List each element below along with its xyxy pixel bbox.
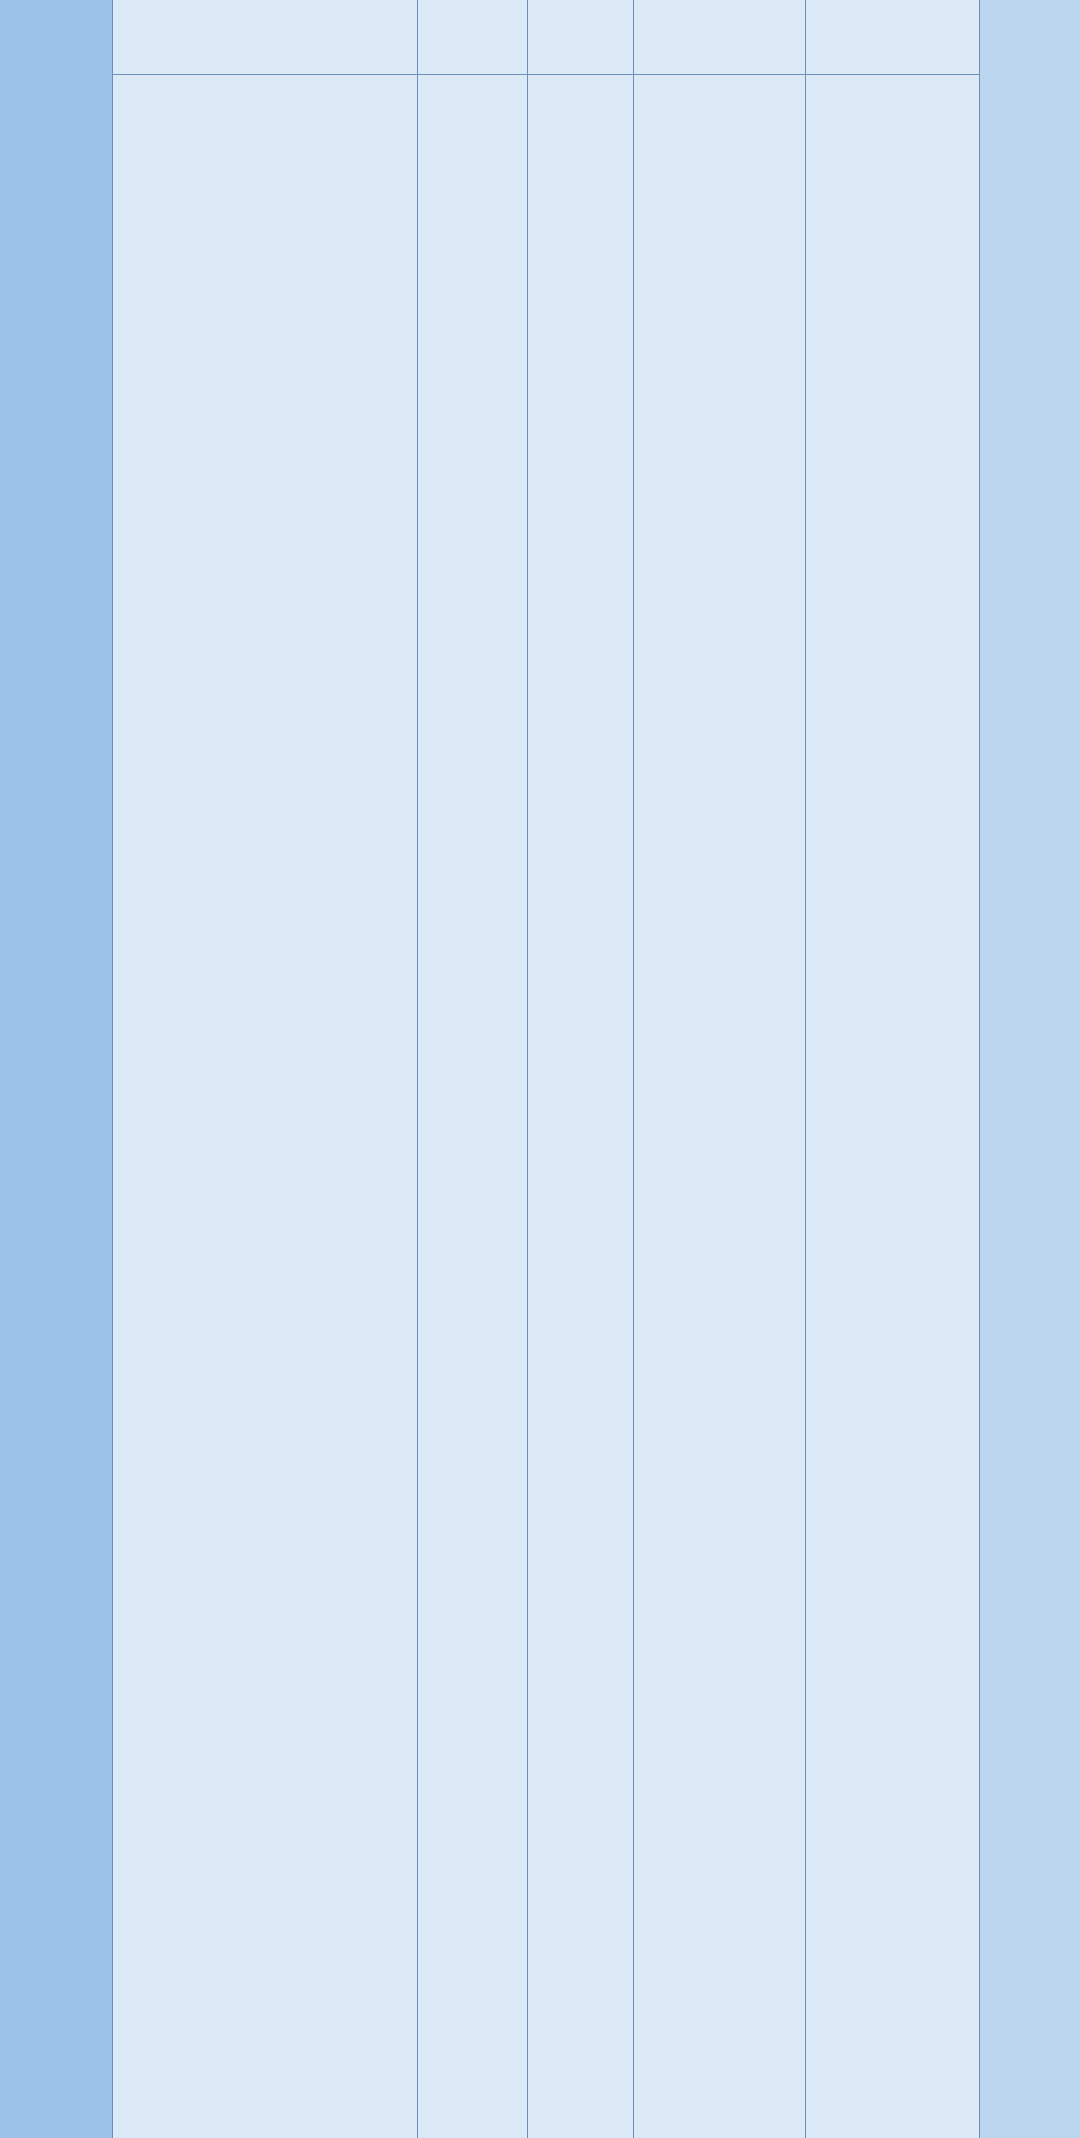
medium-risk-list (115, 88, 415, 2138)
control-measure-column (806, 0, 980, 2138)
target-population-column (528, 0, 634, 2138)
period-column (418, 0, 528, 2138)
low-risk-column (634, 0, 806, 2138)
notes-column (980, 0, 1080, 2138)
province-column (0, 0, 113, 2138)
row-divider (113, 74, 980, 75)
